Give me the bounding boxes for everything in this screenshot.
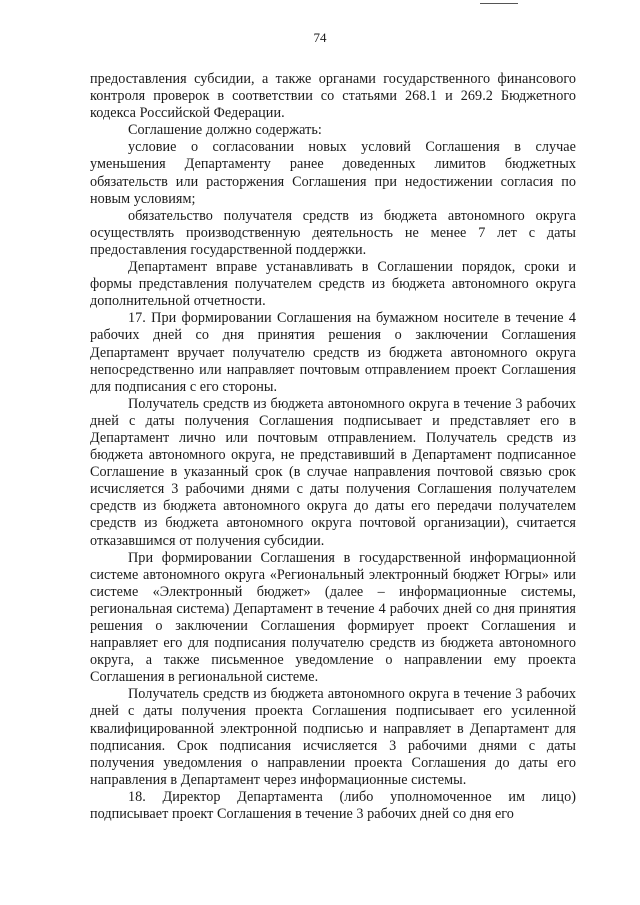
paragraph-item-18: 18. Директор Департамента (либо уполномоченное им лицо) подписывает проект Соглашения в течение 3 рабочих дней со дня его bbox=[90, 788, 576, 823]
paragraph-agreement-contents: Соглашение должно содержать: bbox=[128, 122, 322, 139]
page-number: 74 bbox=[313, 30, 327, 45]
paragraph-obligation: обязательство получателя средств из бюджета автономного округа осуществлять производственную деятельность не менее 7 лет с даты предоставления государственной поддержки. bbox=[90, 207, 576, 258]
paragraph-information-system: При формировании Соглашения в государственной информационной системе автономного округа «Региональный электронный бюджет Югры» или системе «Электронный бюджет» (далее – информационные системы, региональная система) Департамент в течение 4 рабочих дней со дня принятия решения о заключении Соглашения формирует проект Соглашения и направляет его для подписания получателю средств из бюджета автономного округа, а также письменное уведомление о направлении ему проекта Соглашения в региональной системе. bbox=[90, 549, 576, 686]
top-scan-mark bbox=[480, 0, 518, 4]
paragraph-condition: условие о согласовании новых условий Соглашения в случае уменьшения Департаменту ранее доведенных лимитов бюджетных обязательств или расторжения Соглашения при недостижении согласия по новым условиям; bbox=[90, 139, 576, 207]
paragraph-recipient-electronic: Получатель средств из бюджета автономного округа в течение 3 рабочих дней с даты получения проекта Соглашения подписывает его усиленной квалифицированной электронной подписью и направляет в Департамент для подписания. Срок подписания исчисляется 3 рабочими днями с даты получения уведомления о направлении проекта Соглашения до даты его направления в Департамент через информационные системы. bbox=[90, 686, 576, 788]
document-body bbox=[90, 71, 576, 823]
paragraph-continuation: предоставления субсидии, а также органами государственного финансового контроля проверок в соответствии со статьями 268.1 и 269.2 Бюджетного кодекса Российской Федерации. bbox=[90, 71, 576, 122]
paragraph-item-17: 17. При формировании Соглашения на бумажном носителе в течение 4 рабочих дней со дня принятия решения о заключении Соглашения Департамент вручает получателю средств из бюджета автономного округа непосредственно или направляет почтовым отправлением проект Соглашения для подписания с его стороны. bbox=[90, 310, 576, 395]
paragraph-recipient-paper: Получатель средств из бюджета автономного округа в течение 3 рабочих дней с даты получения Соглашения подписывает и представляет его в Департамент лично или почтовым отправлением. Получатель средств из бюджета автономного округа, не представивший в Департамент подписанное Соглашение в указанный срок (в случае направления почтовой связью срок исчисляется 3 рабочими днями с даты получения Соглашения получателем средств из бюджета автономного округа до даты его передачи получателем средств из бюджета автономного округа почтовой организации), считается отказавшимся от получения субсидии. bbox=[90, 395, 576, 549]
paragraph-reporting: Департамент вправе устанавливать в Соглашении порядок, сроки и формы представления получателем средств из бюджета автономного округа дополнительной отчетности. bbox=[90, 259, 576, 310]
